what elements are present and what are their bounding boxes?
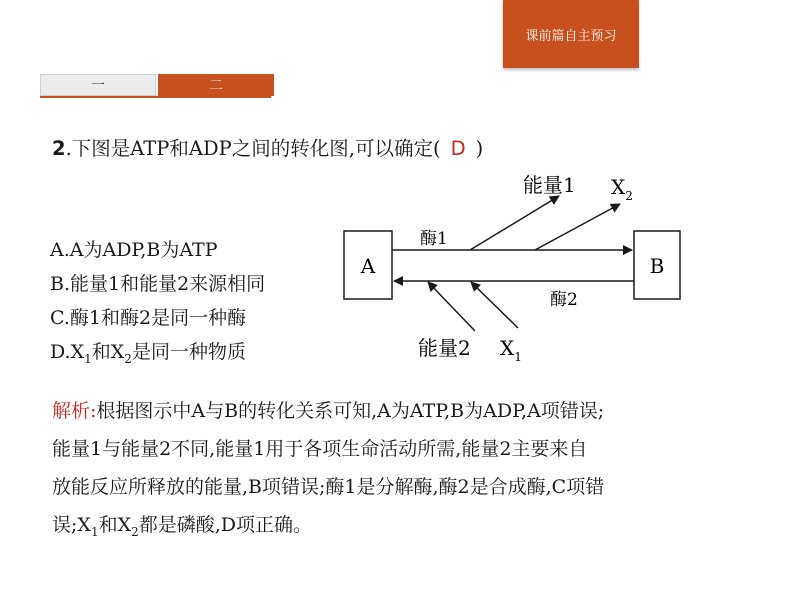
x2-label (611, 175, 633, 203)
nav-tab-2[interactable]: 二 (158, 74, 274, 96)
energy1-label: 能量1 (523, 173, 576, 197)
question-number: 2 (52, 137, 66, 160)
x2-letter: X (611, 175, 626, 199)
analysis-line-4-sub1: 1 (90, 524, 99, 539)
x1-label (500, 336, 522, 364)
option-c: C.酶1和酶2是同一种酶 (50, 307, 247, 329)
analysis-line-4-pre: 误;X (52, 514, 91, 536)
question-text: .下图是ATP和ADP之间的转化图,可以确定( (65, 137, 441, 160)
analysis-line-4 (52, 506, 752, 551)
x1-arrow (471, 282, 518, 328)
option-d-suffix: 是同一种物质 (131, 341, 246, 363)
x2-arrow (535, 204, 620, 250)
analysis-line-4-mid: 和X (98, 514, 132, 536)
option-b: B.能量1和能量2来源相同 (50, 273, 266, 295)
question-answer: D (450, 137, 466, 160)
section-nav (40, 74, 276, 96)
section-tab[interactable]: 课前篇自主预习 (503, 0, 639, 68)
energy2-arrow (428, 282, 475, 331)
energy1-arrow (470, 196, 559, 250)
option-d (50, 335, 265, 376)
nav-underline (40, 96, 271, 98)
option-d-sub2: 2 (124, 351, 132, 366)
analysis-line-4-post: 都是磷酸,D项正确。 (138, 514, 313, 536)
box-a-label: A (360, 254, 376, 278)
analysis-line-2: 能量1与能量2不同,能量1用于各项生命活动所需,能量2主要来自 (52, 438, 588, 460)
question-stem (52, 133, 483, 161)
analysis-line-3: 放能反应所释放的能量,B项错误;酶1是分解酶,酶2是合成酶,C项错 (52, 476, 605, 498)
option-a: A.A为ADP,B为ATP (50, 239, 218, 261)
analysis-line-1-text: 根据图示中A与B的转化关系可知,A为ATP,B为ADP,A项错误; (96, 400, 605, 422)
question-close: ) (475, 137, 484, 160)
option-d-mid: 和X (91, 341, 125, 363)
energy2-label: 能量2 (418, 336, 471, 360)
analysis-label: 解析: (52, 400, 97, 422)
option-d-sub1: 1 (84, 351, 92, 366)
nav-tab-1[interactable]: 一 (40, 74, 156, 96)
x2-subscript: 2 (625, 189, 633, 203)
enzyme1-label: 酶1 (420, 229, 448, 249)
analysis-line-1 (52, 392, 752, 430)
enzyme2-label: 酶2 (550, 290, 578, 310)
option-list (50, 233, 265, 376)
atp-adp-diagram (340, 168, 700, 368)
analysis-block (52, 392, 752, 551)
analysis-line-4-sub2: 2 (131, 524, 139, 539)
x1-letter: X (500, 336, 515, 360)
option-d-prefix: D.X (50, 341, 85, 363)
x1-subscript: 1 (514, 350, 522, 364)
box-b-label: B (649, 254, 665, 278)
